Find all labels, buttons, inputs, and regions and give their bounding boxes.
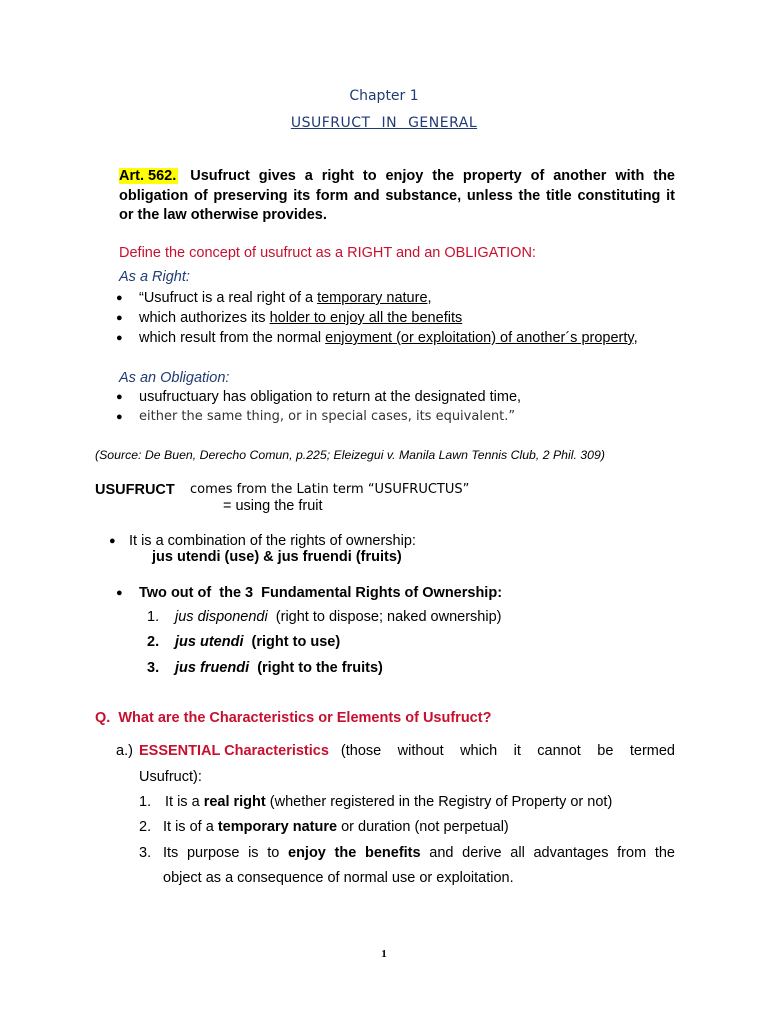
right-b2-underlined: holder to enjoy all the benefits	[269, 310, 463, 326]
item-desc: (right to use)	[251, 634, 341, 650]
bullet-icon: ●	[109, 535, 116, 547]
define-heading: Define the concept of usufruct as a RIGHT and an OBLIGATION:	[119, 245, 536, 261]
right-b3-pre: which result from the normal	[139, 330, 326, 346]
combination-line-2: jus utendi (use) & jus fruendi (fruits)	[152, 549, 402, 565]
bullet-icon: ●	[116, 332, 123, 344]
right-bullet-2	[139, 310, 462, 326]
fundamental-item-2	[147, 634, 340, 650]
item-pre: It is of a	[163, 819, 218, 835]
article-line-3: or the law otherwise provides.	[119, 207, 327, 223]
etymology-source: comes from the Latin term “USUFRUCTUS”	[190, 482, 470, 497]
right-b3-underlined: enjoyment (or exploitation) of another´s property	[325, 330, 634, 346]
essential-item-3	[139, 845, 675, 861]
article-line-1	[119, 168, 675, 184]
item-term: jus utendi	[175, 634, 244, 650]
essential-line-1	[139, 743, 675, 759]
item-number: 1.	[147, 609, 160, 625]
essential-item-1	[139, 794, 612, 810]
obligation-bullet-1: usufructuary has obligation to return at the designated time,	[139, 389, 522, 405]
fundamental-item-1	[147, 609, 501, 625]
article-text-1: Usufruct gives a right to enjoy the property of another with the	[190, 168, 675, 184]
item-post: and derive all advantages from the	[420, 845, 675, 861]
bullet-icon: ●	[116, 411, 123, 423]
right-bullet-1	[139, 290, 432, 306]
essential-desc-1: (those without which it cannot be termed	[340, 743, 675, 759]
item-number: 3.	[147, 660, 160, 676]
essential-item-3-text	[163, 845, 675, 861]
essential-label: a.)	[116, 743, 133, 759]
item-term: jus fruendi	[175, 660, 250, 676]
right-b3-post: ,	[633, 330, 638, 346]
essential-item-2	[139, 819, 509, 835]
page-number: 1	[381, 948, 387, 960]
right-b2-pre: which authorizes its	[139, 310, 270, 326]
etymology-term: USUFRUCT	[95, 482, 175, 498]
bullet-icon: ●	[116, 587, 123, 599]
item-desc: (right to the fruits)	[257, 660, 383, 676]
as-obligation-heading: As an Obligation:	[119, 370, 230, 386]
bullet-icon: ●	[116, 292, 123, 304]
essential-title: ESSENTIAL Characteristics	[139, 743, 329, 759]
chapter-title: USUFRUCT IN GENERAL	[290, 115, 478, 131]
article-line-2: obligation of preserving its form and substance, unless the title constituting it	[119, 188, 675, 204]
fundamental-item-3	[147, 660, 383, 676]
right-b1-post: ,	[427, 290, 432, 306]
fundamental-heading: Two out of the 3 Fundamental Rights of Ownership:	[139, 585, 503, 601]
etymology-meaning: = using the fruit	[223, 498, 323, 514]
item-post: or duration (not perpetual)	[337, 819, 509, 835]
bullet-icon: ●	[116, 391, 123, 403]
right-b1-underlined: temporary nature	[317, 290, 428, 306]
right-bullet-3	[139, 330, 638, 346]
as-right-heading: As a Right:	[119, 269, 190, 285]
item-number: 2.	[147, 634, 160, 650]
essential-desc-2: Usufruct):	[139, 769, 202, 785]
bullet-icon: ●	[116, 312, 123, 324]
chapter-label: Chapter 1	[349, 88, 419, 104]
item-bold: enjoy the benefits	[288, 845, 421, 861]
item-bold: temporary nature	[217, 819, 338, 835]
obligation-bullet-2: either the same thing, or in special cases, its equivalent.”	[139, 409, 516, 424]
item-number: 3.	[139, 845, 152, 861]
item-pre: Its purpose is to	[163, 845, 288, 861]
item-post: (whether registered in the Registry of Property or not)	[265, 794, 613, 810]
article-ref: Art. 562.	[119, 168, 177, 184]
item-term: jus disponendi	[175, 609, 268, 625]
item-pre: It is a	[165, 794, 204, 810]
combination-line-1: It is a combination of the rights of ownership:	[129, 533, 416, 549]
essential-item-3-cont: object as a consequence of normal use or exploitation.	[163, 870, 514, 886]
source-citation: (Source: De Buen, Derecho Comun, p.225; Eleizegui v. Manila Lawn Tennis Club, 2 Phil. 309)	[95, 448, 605, 462]
right-b1-pre: “Usufruct is a real right of a	[139, 290, 318, 306]
item-bold: real right	[203, 794, 266, 810]
item-number: 1.	[139, 794, 152, 810]
item-number: 2.	[139, 819, 152, 835]
question-heading: Q. What are the Characteristics or Elements of Usufruct?	[95, 710, 492, 726]
item-desc: (right to dispose; naked ownership)	[275, 609, 502, 625]
